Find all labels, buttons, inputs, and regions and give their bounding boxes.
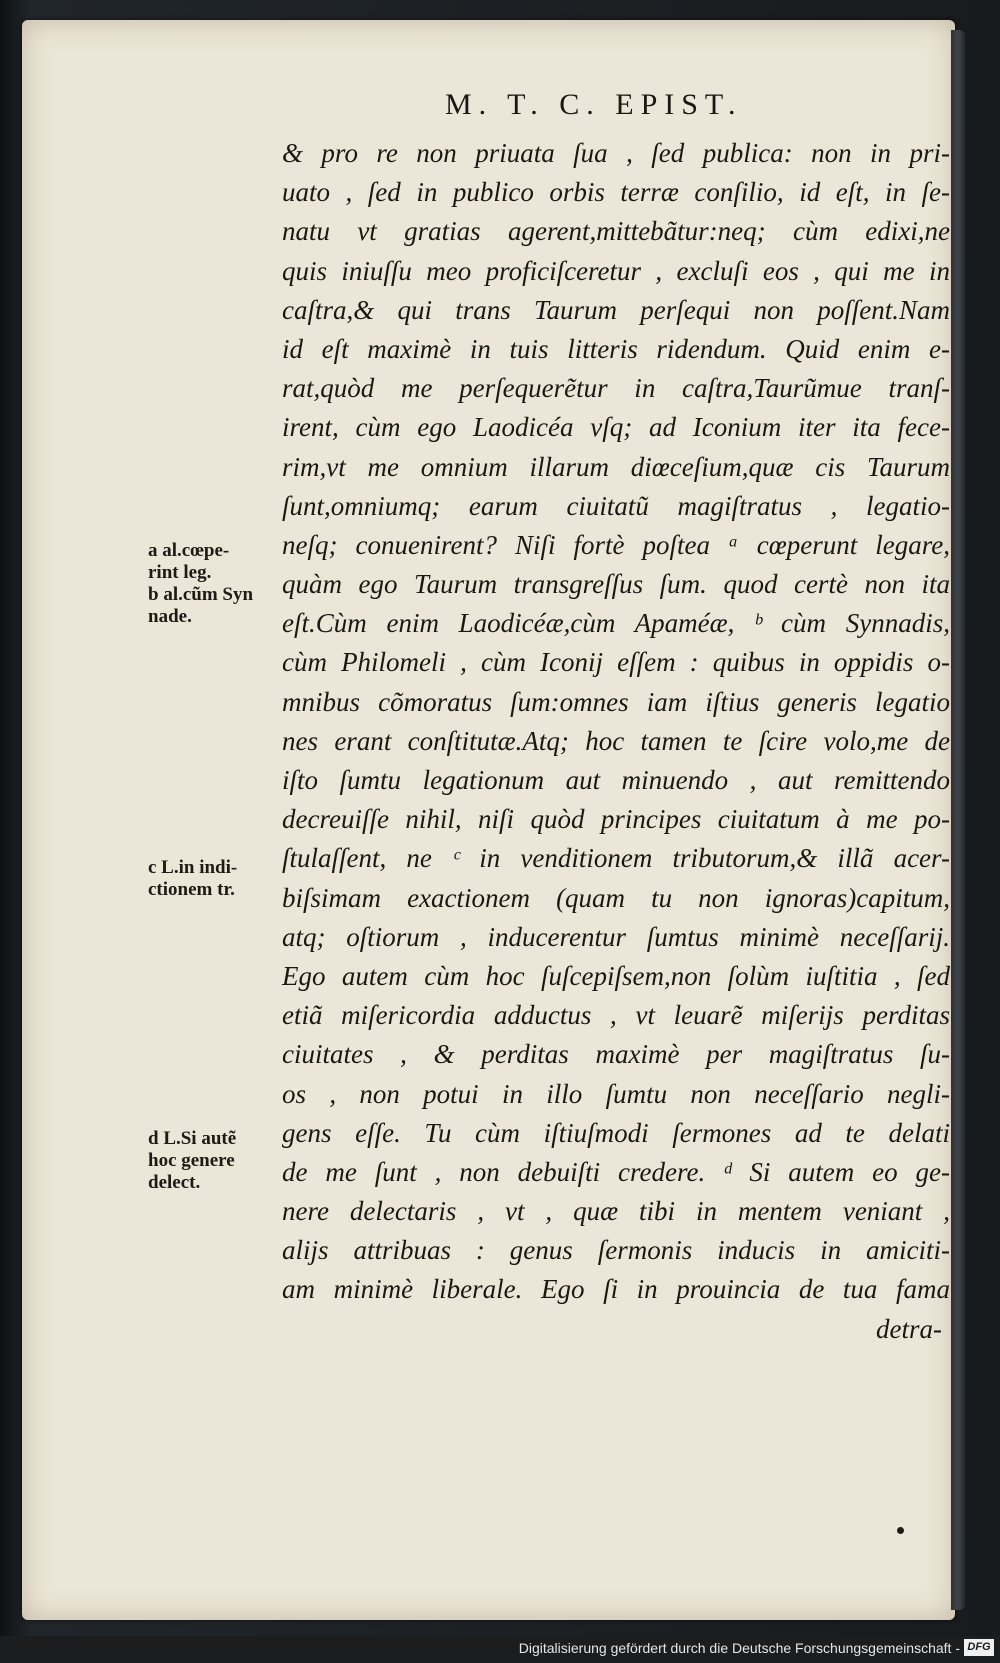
text-line: id eſt maximè in tuis litteris ridendum. Quid enim e- <box>282 333 950 364</box>
margin-note-line: b al.cũm Syn <box>148 584 254 605</box>
margin-note-d <box>148 1128 288 1194</box>
text-line: ſtulaſſent, ne ᶜ in venditionem tributorum,& illã acer- <box>282 843 950 874</box>
footer-credit: Digitalisierung gefördert durch die Deutsche Forschungsgemeinschaft - <box>518 1640 960 1656</box>
text-line: atq; oſtiorum , inducerentur ſumtus minimè neceſſarij. <box>282 921 950 952</box>
digitization-footer <box>0 1636 1000 1663</box>
text-line: & pro re non priuata ſua , ſed publica: non in pri- <box>282 138 950 168</box>
margin-note-a-b <box>148 540 288 628</box>
text-line: uato , ſed in publico orbis terræ conſilio, id eſt, in ſe- <box>282 177 950 208</box>
text-line: nes erant conſtitutæ.Atq; hoc tamen te ſcire volo,me de <box>282 725 950 756</box>
margin-note-line: nade. <box>148 606 192 627</box>
text-line: caſtra,& qui trans Taurum perſequi non poſſent.Nam <box>282 294 950 325</box>
margin-note-line: delect. <box>148 1172 201 1193</box>
margin-note-line: d L.Si autẽ <box>148 1128 237 1149</box>
text-line: quàm ego Taurum transgreſſus ſum. quod certè non ita <box>282 569 950 600</box>
dfg-logo: DFG <box>964 1639 994 1656</box>
text-line: de me ſunt , non debuiſti credere. ᵈ Si autem eo ge- <box>282 1156 950 1187</box>
text-line: decreuiſſe nihil, niſi quòd principes ciuitatum à me po- <box>282 804 950 835</box>
margin-note-line: a al.cœpe- <box>148 540 230 561</box>
text-line: mnibus cõmoratus ſum:omnes iam iſtius generis legatio <box>282 686 950 717</box>
margin-note-c <box>148 857 288 901</box>
text-line: ſunt,omniumq; earum ciuitatũ magiſtratus , legatio- <box>282 490 950 521</box>
text-line: Ego autem cùm hoc ſuſcepiſsem,non ſolùm iuſtitia , ſed <box>282 960 950 991</box>
text-line: am minimè liberale. Ego ſi in prouincia de tua fama <box>282 1274 950 1305</box>
body-text <box>282 134 950 1349</box>
text-line: ciuitates , & perditas maximè per magiſtratus ſu- <box>282 1039 950 1070</box>
catchword: detra- <box>876 1313 942 1344</box>
text-line: quis iniuſſu meo proficiſceretur , excluſi eos , qui me in <box>282 255 950 286</box>
margin-note-line: rint leg. <box>148 562 212 583</box>
ink-dot <box>897 1527 904 1534</box>
text-line: etiã miſericordia adductus , vt leuarẽ miſerijs perditas <box>282 1000 950 1031</box>
text-line: neſq; conuenirent? Niſi fortè poſtea ᵃ cœperunt legare, <box>282 529 950 560</box>
text-line: os , non potui in illo ſumtu non neceſſario negli- <box>282 1078 950 1109</box>
text-line: rat,quòd me perſequerẽtur in caſtra,Taurũmue tranſ- <box>282 373 950 404</box>
text-line: natu vt gratias agerent,mittebãtur:neq; cùm edixi,ne <box>282 216 950 247</box>
running-head: M. T. C. EPIST. <box>445 88 743 121</box>
text-line: biſsimam exactionem (quam tu non ignoras)capitum, <box>282 882 950 913</box>
text-line: iſto ſumtu legationum aut minuendo , aut remittendo <box>282 765 950 795</box>
text-line: cùm Philomeli , cùm Iconij eſſem : quibus in oppidis o- <box>282 647 950 678</box>
text-line: eſt.Cùm enim Laodicéæ,cùm Apaméæ, ᵇ cùm Synnadis, <box>282 608 950 639</box>
text-line: gens eſſe. Tu cùm iſtiuſmodi ſermones ad te delati <box>282 1117 950 1148</box>
text-line: alijs attribuas : genus ſermonis inducis in amiciti- <box>282 1235 950 1266</box>
text-line: nere delectaris , vt , quæ tibi in mentem veniant , <box>282 1196 950 1227</box>
text-line: irent, cùm ego Laodicéa vſq; ad Iconium iter ita fece- <box>282 412 950 443</box>
margin-note-line: hoc genere <box>148 1150 235 1171</box>
margin-note-line: c L.in indi- <box>148 857 238 878</box>
margin-note-line: ctionem tr. <box>148 879 235 900</box>
text-line: rim,vt me omnium illarum diœceſium,quæ cis Taurum <box>282 451 950 482</box>
